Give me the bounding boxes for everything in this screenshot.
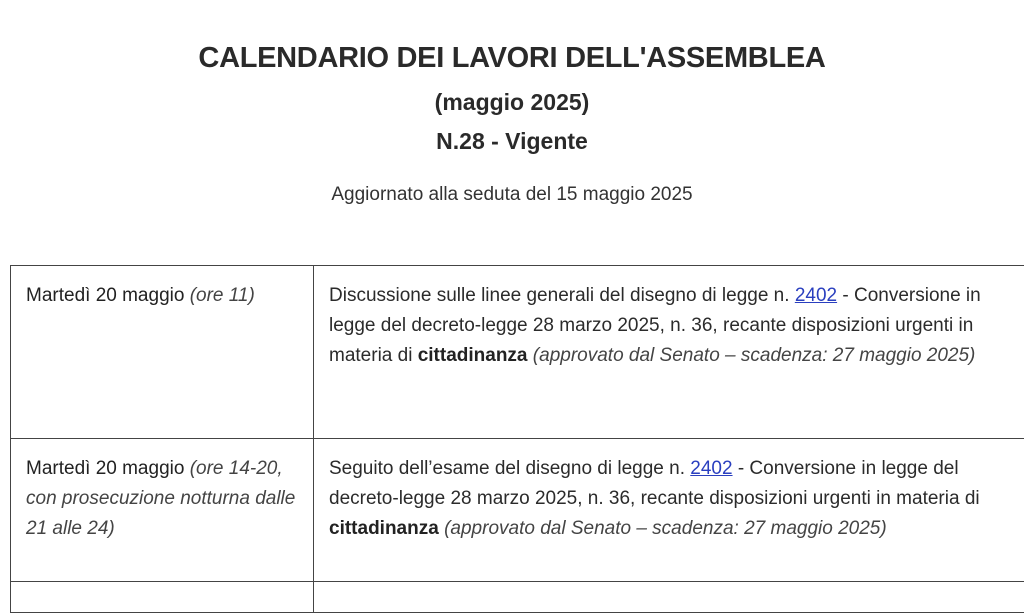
description-text: - Conversione in legge del decreto-legge 28 marzo 2025, n. 36, recante disposizioni urgenti in materia di (329, 458, 980, 509)
date-cell (11, 439, 314, 582)
description-text: - Conversione in legge del decreto-legge 28 marzo 2025, n. 36, recante disposizioni urgenti in materia di (329, 285, 981, 366)
page-title: CALENDARIO DEI LAVORI DELL'ASSEMBLEA (0, 42, 1024, 75)
topic: cittadinanza (418, 345, 528, 366)
session-time: (ore 11) (190, 285, 255, 306)
description-prefix: Discussione sulle linee generali del disegno di legge n. (329, 285, 790, 306)
session-time: (ore 14-20, con prosecuzione notturna dalle 21 alle 24) (26, 458, 295, 539)
session-date: Martedì 20 maggio (26, 458, 184, 479)
approval-note: (approvato dal Senato – scadenza: 27 maggio 2025) (533, 345, 976, 366)
page-period: (maggio 2025) (0, 89, 1024, 116)
calendar-table (10, 265, 1024, 613)
topic: cittadinanza (329, 518, 439, 539)
date-cell (11, 582, 314, 613)
updated-note: Aggiornato alla seduta del 15 maggio 2025 (0, 184, 1024, 206)
session-date: Martedì 20 maggio (26, 285, 184, 306)
description-cell (314, 266, 1024, 439)
bill-link[interactable]: 2402 (690, 458, 732, 479)
description-cell (314, 582, 1024, 613)
calendar-number: N.28 - Vigente (0, 128, 1024, 155)
date-cell (11, 266, 314, 439)
table-row (11, 582, 1024, 613)
approval-note: (approvato dal Senato – scadenza: 27 maggio 2025) (444, 518, 887, 539)
description-prefix: Seguito dell’esame del disegno di legge n. (329, 458, 685, 479)
description-cell (314, 439, 1024, 582)
table-row (11, 439, 1024, 582)
bill-link[interactable]: 2402 (795, 285, 837, 306)
table-row (11, 266, 1024, 439)
